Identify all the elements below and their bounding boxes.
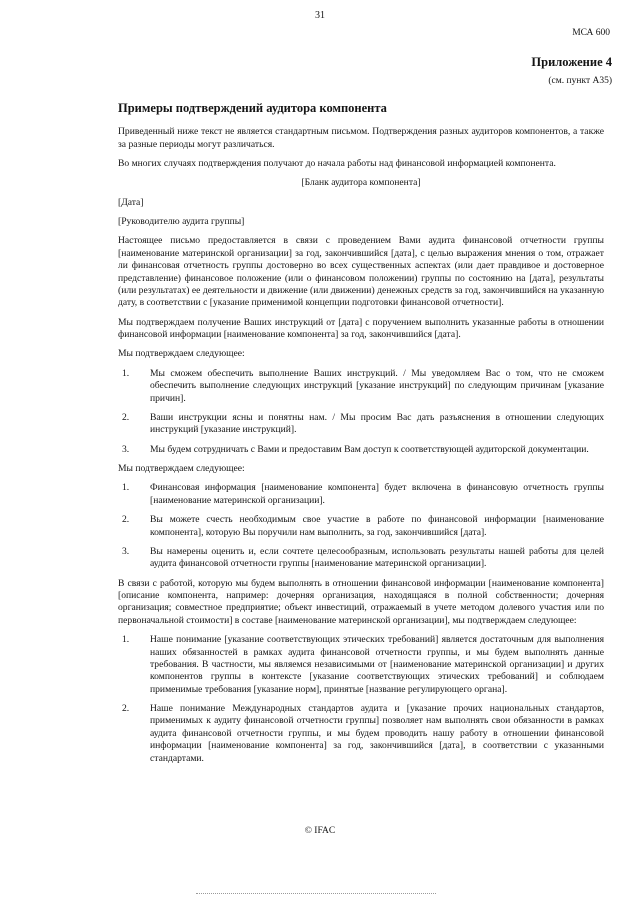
letter-addressee: [Руководителю аудита группы] [118, 216, 245, 227]
list-number: 1. [122, 367, 130, 379]
list-number: 2. [122, 514, 130, 526]
list-item [118, 546, 604, 571]
confirmation-heading: Мы подтверждаем следующее: [118, 463, 245, 474]
section-title: Примеры подтверждений аудитора компонента [118, 101, 387, 115]
document-code: МСА 600 [572, 28, 610, 38]
list-item-text: Наше понимание Международных стандартов аудита и [указание прочих национальных стандартов, применимых к аудиту финансовой отчетности группы] позволяет нам выполнять свои обязанности в рамках аудита финансовой отчетности группы, и мы будем проводить нашу работу в отношении финансовой информации [наименование компонента] за год, закончившийся [дата], в соответствии с указанными стандартами. [150, 703, 604, 764]
list-item [118, 368, 604, 405]
intro-paragraph: Приведенный ниже текст не является стандартным письмом. Подтверждения разных аудиторов компонентов, а также за разные периоды могут различаться. [118, 126, 604, 150]
list-item [118, 412, 604, 437]
list-item [118, 703, 604, 765]
list-item-text: Мы сможем обеспечить выполнение Ваших инструкций. / Мы уведомляем Вас о том, что не сможем обеспечить выполнение следующих инструкций [указание инструкций] по следующим причинам [указание причин]. [150, 367, 604, 404]
confirmation-list-3 [118, 634, 604, 765]
annex-title: Приложение 4 [531, 55, 612, 69]
list-item-text: Мы будем сотрудничать с Вами и предоставим Вам доступ к соответствующей аудиторской документации. [150, 443, 589, 455]
annex-reference: (см. пункт А35) [548, 76, 612, 86]
letterhead-placeholder: [Бланк аудитора компонента] [301, 177, 421, 189]
list-item [118, 634, 604, 696]
list-number: 3. [122, 443, 130, 455]
confirmation-list-1 [118, 368, 604, 456]
list-item [118, 482, 604, 507]
list-item-text: Ваши инструкции ясны и понятны нам. / Мы просим Вас дать разъяснения в отношении следующих инструкций [указание инструкций]. [150, 411, 604, 436]
list-item [118, 444, 604, 456]
list-item-text: Финансовая информация [наименование компонента] будет включена в финансовую отчетность группы [наименование материнской организации]. [150, 482, 604, 506]
list-item-text: Вы намерены оценить и, если сочтете целесообразным, использовать результаты нашей работы для целей аудита финансовой отчетности группы [наименование материнской организации]. [150, 545, 604, 570]
work-paragraph: В связи с работой, которую мы будем выполнять в отношении финансовой информации [наименование компонента] [описание компонента, например: дочерняя организация, находящаяся в полной собственности; дочерняя организация; совместное предприятие; объект инвестиций, отражаемый в учете методом долевого участия или по первоначальной стоимости] в составе [наименование материнской организации], мы подтверждаем следующее: [118, 577, 604, 626]
list-number: 1. [122, 634, 130, 646]
list-number: 3. [122, 545, 130, 557]
letter-date: [Дата] [118, 196, 144, 208]
page-number: 31 [315, 10, 325, 21]
list-item [118, 514, 604, 539]
letter-receipt-paragraph: Мы подтверждаем получение Ваших инструкций от [дата] с поручением выполнить указанные работы в отношении финансовой информации [наименование компонента] за год, закончившийся [дата]. [118, 316, 604, 340]
letter-opening-paragraph: Настоящее письмо предоставляется в связи с проведением Вами аудита финансовой отчетности группы [наименование материнской организации] за год, закончившийся [дата], с целью выражения мнения о том, отражает ли финансовая отчетность группы достоверно во всех существенных аспектах (или дает правдивое и достоверное представление) финансовое положение (или о финансовом положении) группы по состоянию на [дата], результаты (или результатах) ее деятельности и движение (или движении) денежных средств за год, закончившийся на указанную дату, в соответствии с [указание применимой концепции подготовки финансовой отчетности]. [118, 235, 604, 309]
list-item-text: Наше понимание [указание соответствующих этических требований] является достаточным для выполнения наших обязанностей в рамках аудита финансовой отчетности группы, и мы будем выполнять данные требования. В частности, мы являемся независимыми от [наименование материнской организации] и других компонентов группы в контексте [указание соответствующих этических требований] и соблюдаем применимые требования [указание норм], принятые [название регулирующего органа]. [150, 634, 604, 695]
intro-paragraph: Во многих случаях подтверждения получают до начала работы над финансовой информацией компонента. [118, 157, 556, 169]
confirmation-heading: Мы подтверждаем следующее: [118, 348, 245, 360]
list-item-text: Вы можете счесть необходимым свое участие в работе по финансовой информации [наименование компонента], которую Вы поручили нам выполнить, за год, закончившийся [дата]. [150, 514, 604, 538]
confirmation-list-2 [118, 482, 604, 570]
scan-edge-line [196, 893, 436, 895]
main-content [118, 100, 604, 772]
list-number: 2. [122, 411, 130, 423]
list-number: 1. [122, 482, 130, 494]
footer-copyright: © IFAC [304, 826, 336, 836]
list-number: 2. [122, 703, 130, 714]
